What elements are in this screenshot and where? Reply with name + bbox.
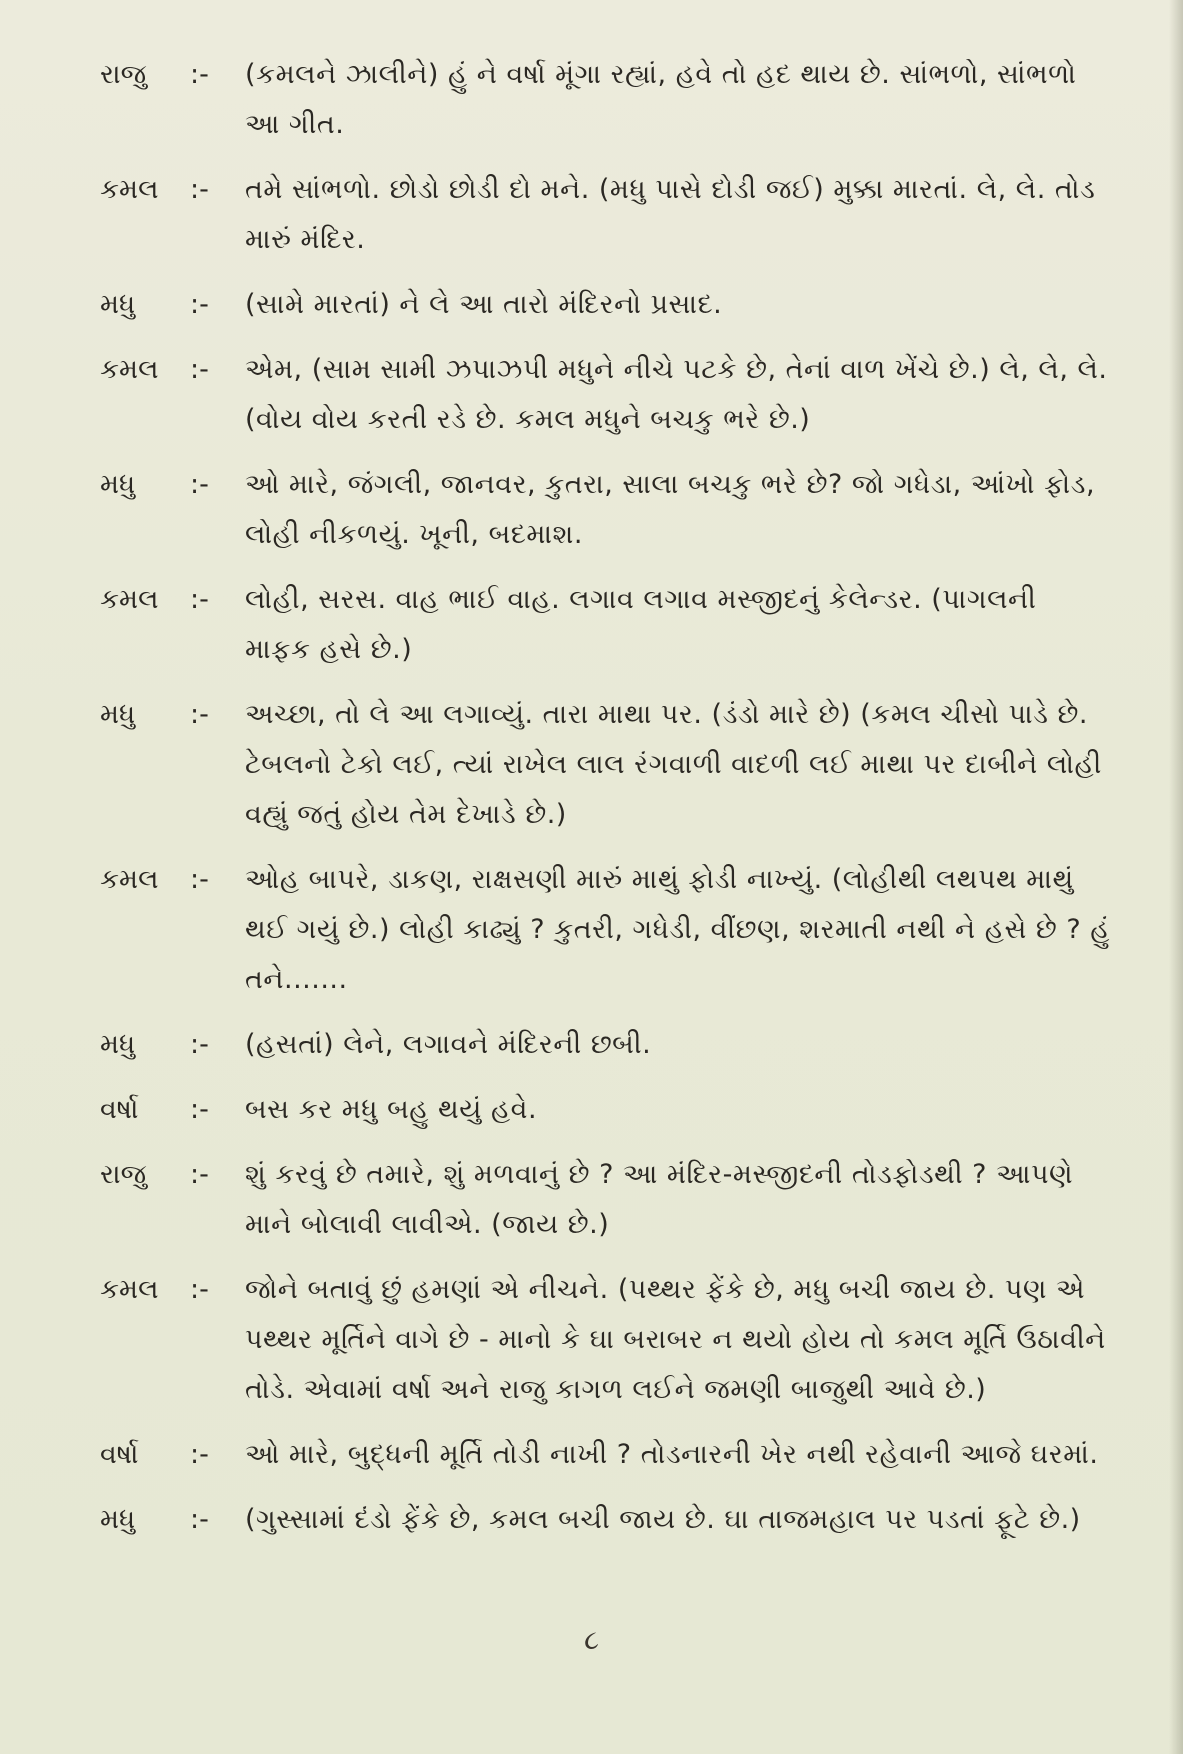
speaker-name: કમલ (100, 354, 159, 385)
speaker-separator: :- (190, 864, 209, 895)
dialogue-text: (સામે મારતાં) ને લે આ તારો મંદિરનો પ્રસાદ. (245, 289, 723, 320)
speaker-name: મધુ (100, 699, 136, 730)
speaker-name: કમલ (100, 1274, 159, 1305)
dialogue-line (100, 1150, 1110, 1250)
speaker-name: મધુ (100, 1029, 136, 1060)
speaker-name: કમલ (100, 584, 159, 615)
page-number: ૮ (584, 1625, 599, 1656)
dialogue-line (100, 690, 1110, 840)
dialogue-text: ઓ મારે, બુદ્ધની મૂર્તિ તોડી નાખી ? તોડનારની ખેર નથી રહેવાની આજે ઘરમાં. (245, 1439, 1099, 1470)
speaker-separator: :- (190, 1274, 209, 1305)
speaker-separator: :- (190, 59, 209, 90)
dialogue-text: જોને બતાવું છું હમણાં એ નીચને. (પથ્થર ફેંકે છે, મધુ બચી જાય છે. પણ એ પથ્થર મૂર્તિને વાગે છે - માનો કે ઘા બરાબર ન થયો હોય તો કમલ મૂર્તિ ઉઠાવીને તોડે. એવામાં વર્ષા અને રાજુ કાગળ લઈને જમણી બાજુથી આવે છે.) (245, 1274, 1106, 1405)
dialogue-line (100, 575, 1110, 675)
speaker-name: કમલ (100, 174, 159, 205)
speaker-separator: :- (190, 1439, 209, 1470)
page-edge-shadow (1169, 0, 1183, 1754)
speaker-name: મધુ (100, 469, 136, 500)
speaker-separator: :- (190, 584, 209, 615)
speaker-name: રાજુ (100, 1159, 147, 1190)
dialogue-line (100, 165, 1110, 265)
speaker-separator: :- (190, 1159, 209, 1190)
dialogue-line (100, 1430, 1110, 1480)
dialogue-line (100, 345, 1110, 445)
dialogue-text: અચ્છા, તો લે આ લગાવ્યું. તારા માથા પર. (ડંડો મારે છે) (કમલ ચીસો પાડે છે. ટેબલનો ટેકો લઈ, ત્યાં રાખેલ લાલ રંગવાળી વાદળી લઈ માથા પર દાબીને લોહી વહ્યું જતું હોય તેમ દેખાડે છે.) (245, 699, 1102, 830)
dialogue-text: (કમલને ઝાલીને) હું ને વર્ષા મૂંગા રહ્યાં, હવે તો હદ થાય છે. સાંભળો, સાંભળો આ ગીત. (245, 59, 1077, 140)
speaker-name: રાજુ (100, 59, 147, 90)
dialogue-line (100, 280, 1110, 330)
speaker-name: વર્ષા (100, 1094, 139, 1125)
dialogue-text: તમે સાંભળો. છોડો છોડી દો મને. (મધુ પાસે દોડી જઈ) મુક્કા મારતાં. લે, લે. તોડ મારું મંદિર. (245, 174, 1096, 255)
dialogue-line (100, 1265, 1110, 1415)
dialogue-line (100, 1020, 1110, 1070)
speaker-separator: :- (190, 1094, 209, 1125)
speaker-separator: :- (190, 354, 209, 385)
dialogue-text: ઓહ બાપરે, ડાકણ, રાક્ષસણી મારું માથું ફોડી નાખ્યું. (લોહીથી લથપથ માથું થઈ ગયું છે.) લોહી કાઢ્યું ? કુતરી, ગધેડી, વીંછણ, શરમાતી નથી ને હસે છે ? હું તને....... (245, 864, 1110, 995)
dialogue-text: (હસતાં) લેને, લગાવને મંદિરની છબી. (245, 1029, 652, 1060)
speaker-name: વર્ષા (100, 1439, 139, 1470)
speaker-name: મધુ (100, 1504, 136, 1535)
dialogue-text: શું કરવું છે તમારે, શું મળવાનું છે ? આ મંદિર-મસ્જીદની તોડફોડથી ? આપણે માને બોલાવી લાવીએ. (જાય છે.) (245, 1159, 1074, 1240)
speaker-separator: :- (190, 174, 209, 205)
speaker-name: કમલ (100, 864, 159, 895)
speaker-separator: :- (190, 1029, 209, 1060)
play-script-body (100, 50, 1110, 1560)
dialogue-text: એમ, (સામ સામી ઝપાઝપી મધુને નીચે પટકે છે, તેનાં વાળ ખેંચે છે.) લે, લે, લે. (વોય વોય કરતી રડે છે. કમલ મધુને બચકુ ભરે છે.) (245, 354, 1108, 435)
speaker-separator: :- (190, 289, 209, 320)
speaker-name: મધુ (100, 289, 136, 320)
speaker-separator: :- (190, 469, 209, 500)
dialogue-text: બસ કર મધુ બહુ થયું હવે. (245, 1094, 538, 1125)
dialogue-text: ઓ મારે, જંગલી, જાનવર, કુતરા, સાલા બચકુ ભરે છે? જો ગધેડા, આંખો ફોડ, લોહી નીકળયું. ખૂની, બદમાશ. (245, 469, 1096, 550)
speaker-separator: :- (190, 1504, 209, 1535)
dialogue-line (100, 50, 1110, 150)
dialogue-text: (ગુસ્સામાં દંડો ફેંકે છે, કમલ બચી જાય છે. ઘા તાજમહાલ પર પડતાં ફૂટે છે.) (245, 1504, 1081, 1535)
dialogue-line (100, 1085, 1110, 1135)
dialogue-line (100, 855, 1110, 1005)
dialogue-line (100, 1495, 1110, 1545)
speaker-separator: :- (190, 699, 209, 730)
dialogue-text: લોહી, સરસ. વાહ ભાઈ વાહ. લગાવ લગાવ મસ્જીદનું કેલેન્ડર. (પાગલની માફક હસે છે.) (245, 584, 1037, 665)
dialogue-line (100, 460, 1110, 560)
